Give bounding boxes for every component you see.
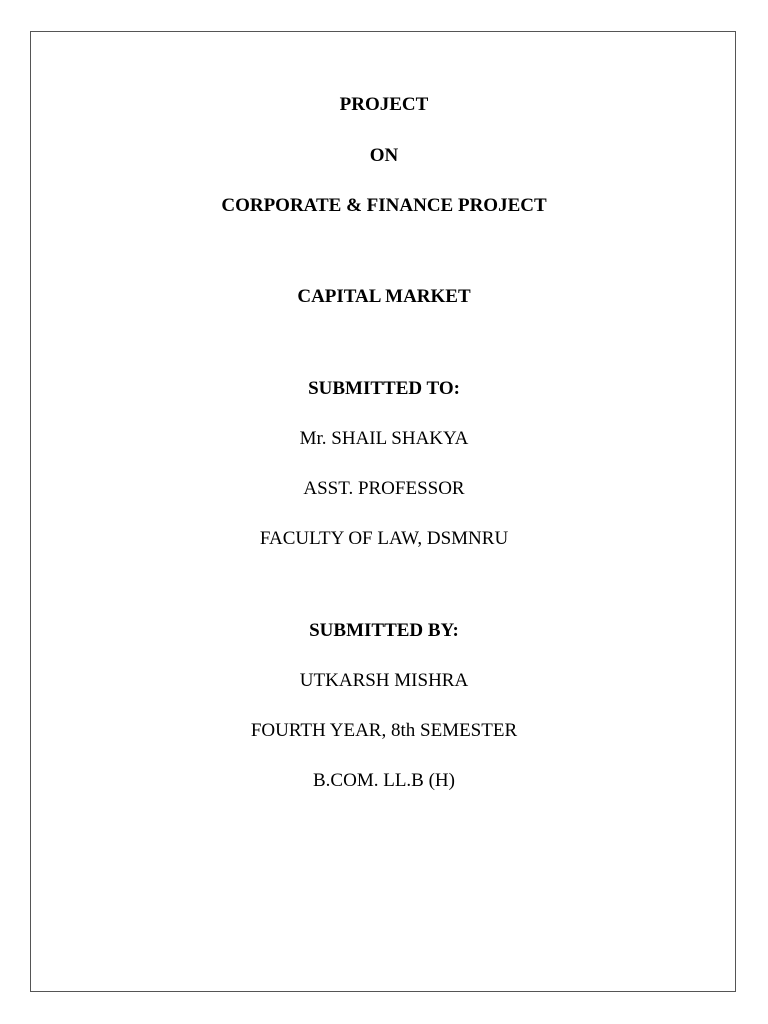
title-on: ON bbox=[369, 145, 399, 166]
submitted-by-year: FOURTH YEAR, 8th SEMESTER bbox=[250, 720, 518, 741]
submitted-by-name: UTKARSH MISHRA bbox=[299, 670, 469, 691]
project-topic: CAPITAL MARKET bbox=[297, 286, 471, 307]
submitted-to-department: FACULTY OF LAW, DSMNRU bbox=[259, 528, 509, 549]
submitted-to-name: Mr. SHAIL SHAKYA bbox=[299, 428, 469, 449]
title-subject: CORPORATE & FINANCE PROJECT bbox=[221, 195, 547, 216]
submitted-to-label: SUBMITTED TO: bbox=[308, 378, 460, 399]
page-border bbox=[30, 31, 736, 992]
title-project: PROJECT bbox=[339, 94, 429, 115]
submitted-by-label: SUBMITTED BY: bbox=[309, 620, 459, 641]
submitted-by-course: B.COM. LL.B (H) bbox=[313, 770, 455, 791]
submitted-to-designation: ASST. PROFESSOR bbox=[303, 478, 465, 499]
